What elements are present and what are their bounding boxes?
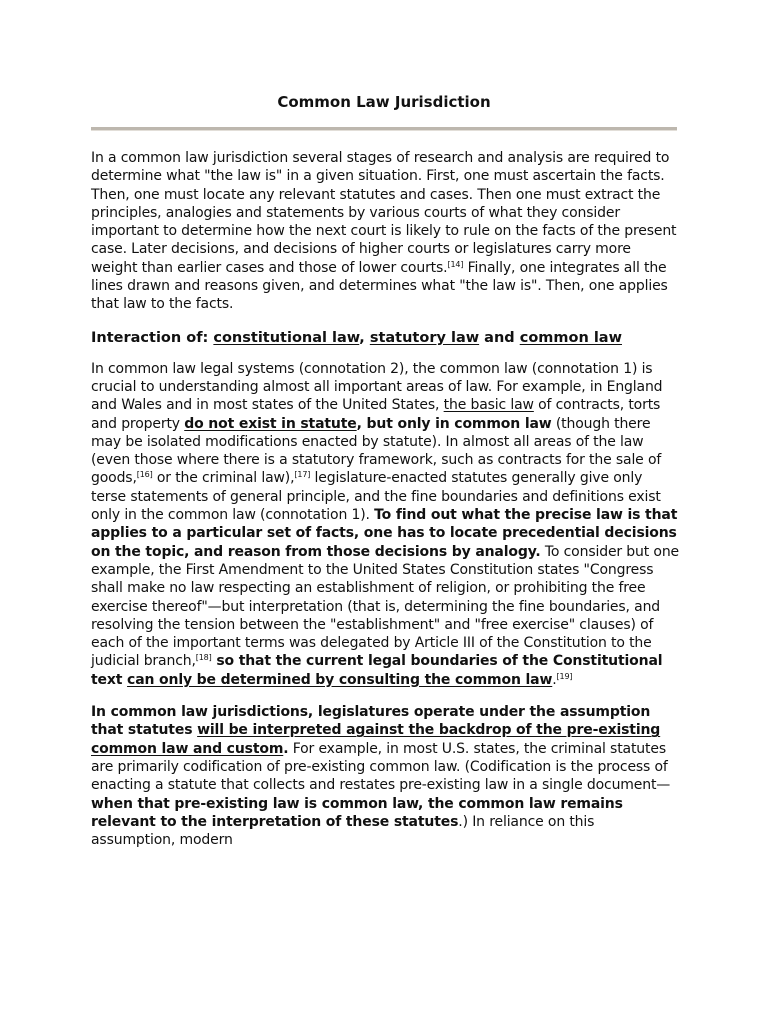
bold-text: , but only in common law	[356, 415, 552, 432]
bold-text: when that pre-existing law is common law, the common law remains relevant to the interpretation of these statutes	[91, 795, 623, 830]
heading-separator: ,	[359, 329, 370, 346]
page-title: Common Law Jurisdiction	[277, 93, 491, 111]
bold-text: In common law jurisdictions, legislatures operate under the assumption that statutes	[91, 704, 651, 739]
text-span: or the criminal law),	[152, 470, 295, 487]
link-constitutional-law[interactable]: constitutional law	[213, 329, 360, 346]
bold-underlined-text: can only be determined by consulting the common law	[127, 671, 553, 688]
bold-text: To find out what the precise law is that applies to a particular set of facts, one has to locate precedential decisions on the topic, and reason from those decisions by analogy.	[91, 507, 678, 560]
bold-underlined-text: will be interpreted against the backdrop of the pre-existing common law and custom	[91, 722, 661, 757]
bold-text: so that the current legal boundaries of the Constitutional text	[91, 653, 663, 688]
text-span: legislature-enacted statutes generally give only terse statements of general principle, and the fine boundaries and definitions exist only in the common law (connotation 1).	[91, 470, 661, 524]
text-span: To consider but one example, the First Amendment to the United States Constitution states "Congress shall make no law respecting an establishment of religion, or prohibiting the free exercise thereof"—but interpretation (that is, determining the fine boundaries, and resolving the tension between the "establishment" and "free exercise" clauses) of each of the important terms was delegated by Article III of the Constitution to the judicial branch,	[91, 543, 680, 670]
text-span: Finally, one integrates all the lines drawn and reasons given, and determines what "the law is". Then, one applies that law to the facts.	[91, 259, 668, 313]
heading-separator: and	[479, 329, 520, 346]
heading-prefix: Interaction of:	[91, 329, 214, 346]
link-statutory-law[interactable]: statutory law	[369, 329, 480, 346]
text-span: In common law legal systems (connotation 2), the common law (connotation 1) is crucial to understanding almost all important areas of law. For example, in England and Wales and in most states of the United States,	[91, 360, 663, 414]
footnote-ref-14[interactable]: [14]	[447, 259, 464, 269]
footnote-ref-16[interactable]: [16]	[136, 470, 153, 480]
title-divider	[91, 127, 677, 131]
footnote-ref-19[interactable]: [19]	[556, 671, 573, 681]
text-span: In a common law jurisdiction several stages of research and analysis are required to determine what "the law is" in a given situation. First, one must ascertain the facts. Then, one must locate any relevant statutes and cases. Then one must extract the principles, analogies and statements by various courts of what they consider important to determine how the next court is likely to rule on the facts of the present case. Later decisions, and decisions of higher courts or legislatures carry more weight than earlier cases and those of lower courts.	[91, 150, 677, 276]
paragraph-common-law-systems	[91, 360, 679, 689]
text-span: .	[552, 671, 557, 688]
text-span: For example, in most U.S. states, the criminal statutes are primarily codification of pre-existing common law. (Codification is the process of enacting a statute that collects and restates pre-existing law in a single document—	[91, 740, 671, 794]
section-heading	[91, 328, 679, 348]
text-span: .) In reliance on this assumption, modern	[91, 813, 595, 849]
footnote-ref-17[interactable]: [17]	[294, 470, 311, 480]
underlined-text: the basic law	[443, 397, 534, 414]
article-body	[91, 149, 679, 863]
paragraph-legislatures	[91, 703, 679, 849]
text-span: (though there may be isolated modifications enacted by statute). In almost all areas of the law (even those where there is a statutory framework, such as contracts for the sale of goods,	[91, 415, 662, 487]
bold-underlined-text: do not exist in statute	[184, 415, 357, 432]
bold-text: .	[283, 740, 289, 757]
paragraph-intro	[91, 149, 679, 314]
text-span: of contracts, torts and property	[91, 397, 661, 432]
link-common-law[interactable]: common law	[519, 329, 622, 346]
footnote-ref-18[interactable]: [18]	[195, 653, 212, 663]
